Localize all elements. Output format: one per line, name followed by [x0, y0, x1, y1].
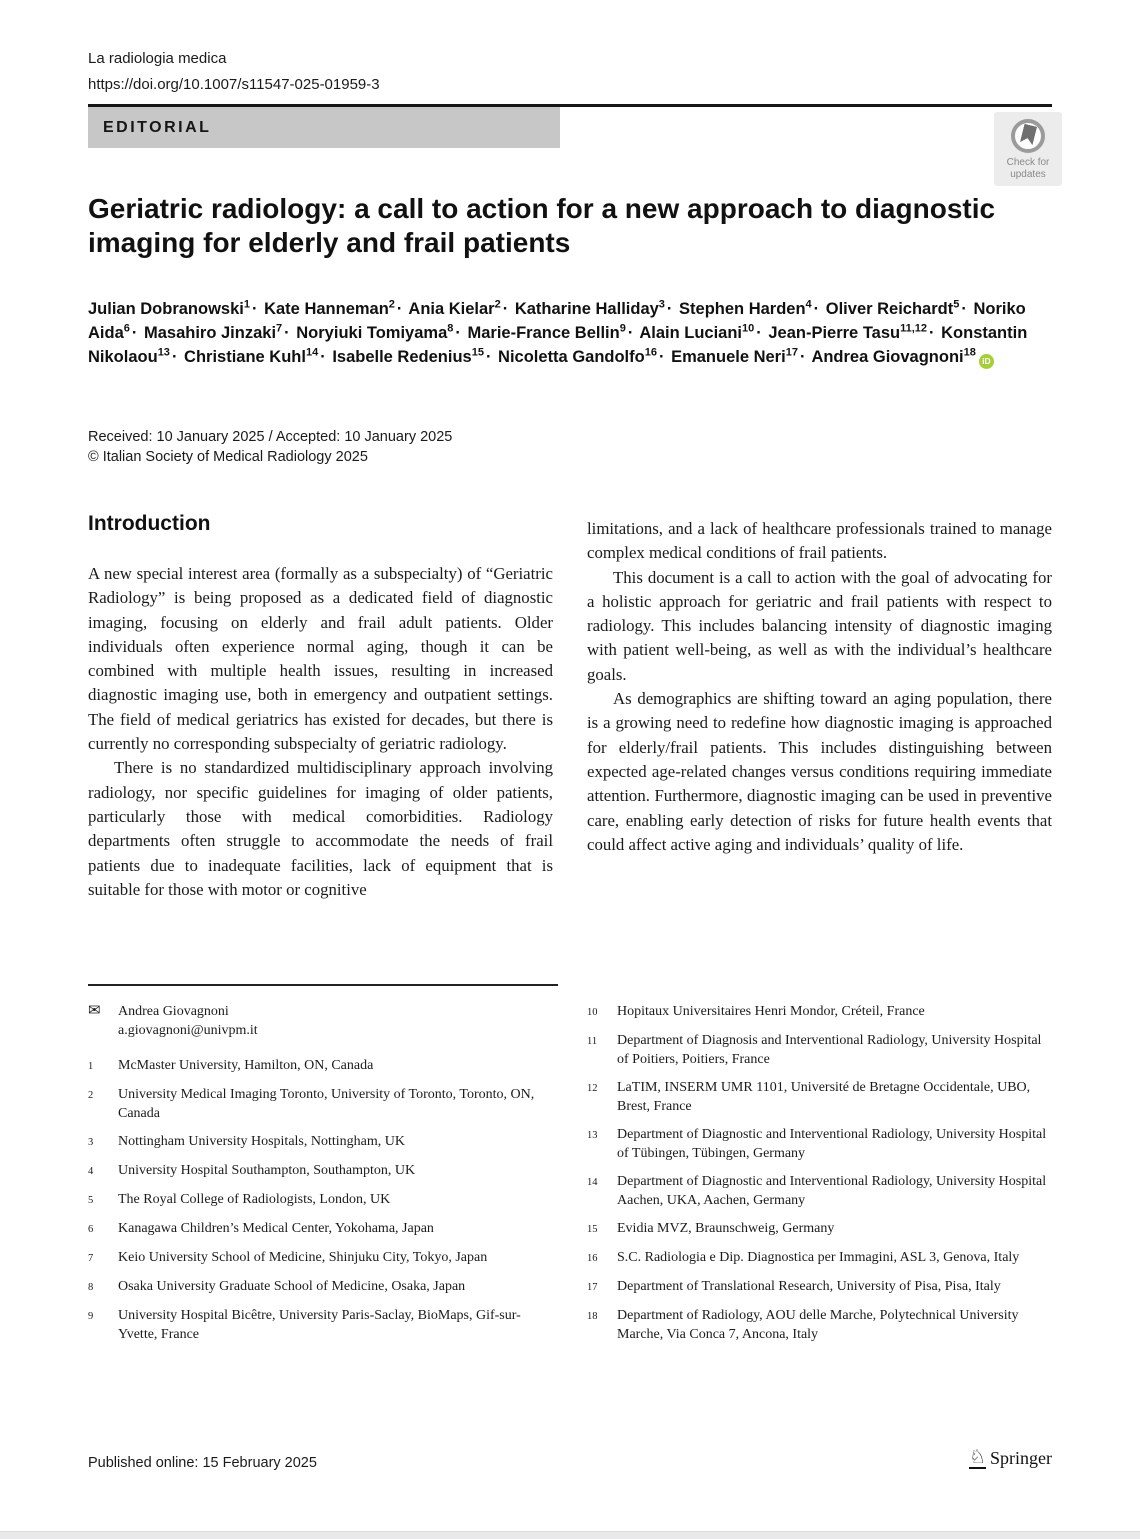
article-body — [88, 508, 1052, 902]
affiliation: 5 The Royal College of Radiologists, London, UK — [88, 1192, 391, 1207]
affiliation: 16 S.C. Radiologia e Dip. Diagnostica per Immagini, ASL 3, Genova, Italy — [587, 1250, 1020, 1265]
affiliation: 15 Evidia MVZ, Braunschweig, Germany — [587, 1221, 835, 1236]
footnotes-section — [88, 984, 1052, 1353]
author: Isabelle Redenius$^{15}$ — [332, 346, 484, 366]
affiliation: 2 University Medical Imaging Toronto, University of Toronto, Toronto, ON, Canada — [88, 1087, 535, 1121]
affiliation: 10 Hopitaux Universitaires Henri Mondor, Créteil, France — [587, 1004, 925, 1019]
article-title: Geriatric radiology: a call to action for a new approach to diagnostic imaging for elderly and frail patients — [88, 193, 996, 258]
footnote-right-column — [587, 1002, 1052, 1353]
springer-wordmark: Springer — [990, 1448, 1052, 1468]
check-for-updates-button[interactable] — [994, 112, 1062, 186]
author: Konstantin Nikolaou$^{13}$ — [88, 324, 1028, 366]
author: Emanuele Neri$^{17}$ — [671, 346, 798, 366]
check-updates-label: Check for updates — [1006, 157, 1050, 180]
springer-horse-icon: ♘ — [968, 1446, 986, 1468]
published-online-line: Published online: 15 February 2025 — [88, 1455, 317, 1471]
article-type-banner: EDITORIAL — [88, 107, 560, 148]
author: Christiane Kuhl$^{14}$ — [184, 346, 319, 366]
affiliation: 17 Department of Translational Research, University of Pisa, Pisa, Italy — [587, 1279, 1001, 1294]
affiliation: 3 Nottingham University Hospitals, Nottingham, UK — [88, 1134, 405, 1149]
envelope-icon: ✉ — [88, 1003, 101, 1019]
author: Noriko Aida$^6$ — [88, 300, 1026, 342]
author: Marie-France Bellin$^9$ — [467, 322, 626, 342]
paragraph: There is no standardized multidisciplinary approach involving radiology, nor specific guidelines for imaging of older patients, particularly those with medical comorbidities. Radiology departments often struggle to accommodate the needs of frail patients due to inadequate facilities, lack of equipment that is suitable for those with motor or cognitive — [88, 758, 553, 899]
orcid-icon[interactable]: iD — [979, 354, 994, 369]
paragraph: A new special interest area (formally as a subspecialty) of “Geriatric Radiology” is being proposed as a dedicated field of diagnostic imaging, focusing on elderly and frail adult patients. Older individuals often experience normal aging, though it can be combined with multiple health issues, resulting in increased diagnostic imaging use, both in emergency and outpatient settings. The field of medical geriatrics has existed for decades, but there is currently no corresponding subspecialty of geriatric radiology. — [88, 564, 553, 754]
corresponding-author-email[interactable]: a.giovagnoni@univpm.it — [118, 1023, 258, 1038]
author: Noryiuki Tomiyama$^8$ — [296, 322, 454, 342]
author: Julian Dobranowski$^1$ — [88, 298, 250, 318]
author: Nicoletta Gandolfo$^{16}$ — [498, 346, 657, 366]
affiliation: 8 Osaka University Graduate School of Medicine, Osaka, Japan — [88, 1279, 466, 1294]
affiliation: 13 Department of Diagnostic and Interventional Radiology, University Hospital of Tübingen, Tübingen, Germany — [587, 1127, 1047, 1161]
footnote-left-column — [88, 1002, 553, 1353]
correspondence-block — [88, 1002, 553, 1040]
affiliation: 6 Kanagawa Children’s Medical Center, Yokohama, Japan — [88, 1221, 434, 1236]
springer-logo — [969, 1448, 1052, 1469]
affiliation: 18 Department of Radiology, AOU delle Marche, Polytechnical University Marche, Via Conca 7, Ancona, Italy — [587, 1308, 1019, 1342]
corresponding-author-name: Andrea Giovagnoni — [118, 1004, 229, 1019]
affiliation: 14 Department of Diagnostic and Interventional Radiology, University Hospital Aachen, UKA, Aachen, Germany — [587, 1174, 1047, 1208]
paragraph: As demographics are shifting toward an aging population, there is a growing need to redefine how diagnostic imaging is approached for elderly/frail patients. This includes distinguishing between expected age-related changes versus conditions requiring immediate attention. Furthermore, diagnostic imaging can be used in preventive care, enabling early detection of risks for future health events that could affect active aging and individuals’ quality of life. — [587, 689, 1052, 854]
dates-block — [88, 427, 452, 467]
right-column — [587, 508, 1052, 902]
author: Jean-Pierre Tasu$^{11,12}$ — [768, 322, 928, 342]
footnote-rule — [88, 984, 558, 986]
affiliation: 11 Department of Diagnosis and Interventional Radiology, University Hospital of Poitiers, Poitiers, France — [587, 1033, 1042, 1067]
affiliation: 4 University Hospital Southampton, Southampton, UK — [88, 1163, 416, 1178]
section-heading-introduction: Introduction — [88, 512, 211, 535]
affiliation: 12 LaTIM, INSERM UMR 1101, Université de Bretagne Occidentale, UBO, Brest, France — [587, 1080, 1031, 1114]
viewer-bottom-strip — [0, 1531, 1140, 1539]
affiliation: 1 McMaster University, Hamilton, ON, Canada — [88, 1058, 374, 1073]
author: Kate Hanneman$^2$ — [264, 298, 395, 318]
paragraph: This document is a call to action with the goal of advocating for a holistic approach for geriatric and frail patients with respect to radiology. This includes balancing intensity of diagnostic imaging with patient well-being, as well as with the individual’s healthcare goals. — [587, 567, 1052, 684]
journal-name: La radiologia medica — [88, 50, 227, 67]
author: Alain Luciani$^{10}$ — [639, 322, 755, 342]
author: Masahiro Jinzaki$^7$ — [143, 322, 283, 342]
crossmark-icon — [1011, 119, 1045, 153]
author: Katharine Halliday$^3$ — [514, 298, 665, 318]
left-column — [88, 508, 553, 902]
copyright-line: © Italian Society of Medical Radiology 2025 — [88, 449, 368, 465]
author: Oliver Reichardt$^5$ — [825, 298, 960, 318]
received-accepted-line: Received: 10 January 2025 / Accepted: 10 January 2025 — [88, 429, 453, 445]
doi-link[interactable]: https://doi.org/10.1007/s11547-025-01959-3 — [88, 76, 380, 93]
author: Stephen Harden$^4$ — [679, 298, 812, 318]
affiliation: 7 Keio University School of Medicine, Shinjuku City, Tokyo, Japan — [88, 1250, 488, 1265]
affiliation: 9 University Hospital Bicêtre, University Paris-Saclay, BioMaps, Gif-sur-Yvette, France — [88, 1308, 521, 1342]
author: Andrea Giovagnoni$^{18}$ — [811, 346, 976, 366]
author: Ania Kielar$^2$ — [408, 298, 501, 318]
paragraph: limitations, and a lack of healthcare professionals trained to manage complex medical conditions of frail patients. — [587, 519, 1052, 563]
author-list: Julian Dobranowski$^1$ · Kate Hanneman$^2$ · Ania Kielar$^2$ · Katharine Halliday$^3$ · Stephen Harden$^4$ · Oliver Reichardt$^5$ · Noriko Aida$^6$ · Masahiro Jinzaki$^7$ · Noryiuki Tomiyama$^8$ · Marie-France Bellin$^9$ · Alain Luciani$^{10}$ · Jean-Pierre Tasu$^{11,12}$ · Konstantin Nikolaou$^{13}$ · Christiane Kuhl$^{14}$ · Isabelle Redenius$^{15}$ · Nicoletta Gandolfo$^{16}$ · Emanuele Neri$^{17}$ · Andrea Giovagnoni$^{18}$iD — [88, 297, 1052, 369]
